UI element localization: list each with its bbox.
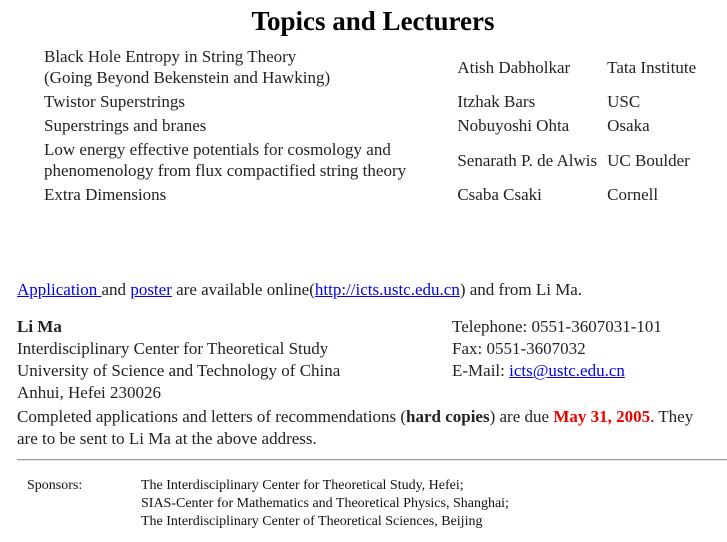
institution-cell: UC Boulder bbox=[607, 150, 690, 170]
topic-line: Extra Dimensions bbox=[44, 185, 167, 204]
sponsors-list bbox=[141, 477, 701, 531]
topic-line: (Going Beyond Bekenstein and Hawking) bbox=[44, 68, 331, 87]
divider bbox=[17, 459, 727, 461]
poster-link[interactable]: poster bbox=[130, 280, 172, 299]
application-link[interactable]: Application bbox=[17, 280, 102, 299]
deadline-middle: ) are due bbox=[489, 407, 550, 426]
table-row bbox=[42, 115, 727, 139]
contact-details bbox=[452, 316, 682, 382]
lecturer-cell: Itzhak Bars bbox=[457, 92, 536, 111]
institution-cell: Tata Institute bbox=[607, 57, 697, 77]
topic-line: Low energy effective potentials for cosmology and bbox=[44, 140, 391, 159]
deadline-date: May 31, 2005 bbox=[553, 407, 651, 426]
topic-line: Superstrings and branes bbox=[44, 116, 207, 135]
institution-cell: USC bbox=[607, 92, 641, 111]
sponsor-item: SIAS-Center for Mathematics and Theoretical Physics, Shanghai; bbox=[141, 496, 509, 511]
table-row bbox=[42, 91, 727, 115]
topic-line: Black Hole Entropy in String Theory bbox=[44, 47, 297, 66]
topic-line: phenomenology from flux compactified string theory bbox=[44, 161, 407, 180]
topic-cell bbox=[42, 115, 455, 139]
contact-address bbox=[17, 316, 340, 404]
sponsor-item: The Interdisciplinary Center of Theoretical Sciences, Beijing bbox=[141, 514, 483, 529]
topic-cell bbox=[42, 46, 455, 91]
topic-cell bbox=[42, 91, 455, 115]
hard-copies: hard copies bbox=[406, 407, 490, 426]
topic-cell bbox=[42, 139, 455, 184]
page-title: Topics and Lecturers bbox=[251, 6, 495, 36]
email-row bbox=[452, 360, 682, 382]
email-label: E-Mail: bbox=[452, 361, 505, 380]
address-line: Anhui, Hefei 230026 bbox=[17, 383, 162, 402]
table-row bbox=[42, 184, 727, 208]
available-text: are available online( bbox=[176, 280, 315, 299]
deadline-paragraph bbox=[17, 406, 707, 450]
topic-line: Twistor Superstrings bbox=[44, 92, 185, 111]
lecturer-cell: Csaba Csaki bbox=[457, 185, 542, 204]
deadline-before: Completed applications and letters of recommendations ( bbox=[17, 407, 406, 426]
lecturer-cell: Senarath P. de Alwis bbox=[457, 150, 598, 170]
table-row bbox=[42, 46, 727, 91]
sponsors-label: Sponsors: bbox=[27, 478, 83, 493]
address-line: Interdisciplinary Center for Theoretical Study bbox=[17, 339, 329, 358]
table-row bbox=[42, 139, 727, 184]
topic-cell bbox=[42, 184, 455, 208]
address-line: University of Science and Technology of China bbox=[17, 361, 341, 380]
lectures-table bbox=[42, 46, 727, 208]
lecturer-cell: Atish Dabholkar bbox=[457, 57, 571, 77]
contact-name: Li Ma bbox=[17, 317, 62, 336]
telephone: Telephone: 0551-3607031-101 bbox=[452, 317, 662, 336]
website-link[interactable]: http://icts.ustc.edu.cn bbox=[314, 280, 460, 299]
deadline-after: . They are to be sent to Li Ma at the above address. bbox=[17, 407, 694, 448]
institution-cell: Osaka bbox=[607, 116, 650, 135]
email-link[interactable]: icts@ustc.edu.cn bbox=[509, 361, 625, 380]
and-text: and bbox=[101, 280, 127, 299]
sponsor-item: The Interdisciplinary Center for Theoretical Study, Hefei; bbox=[141, 478, 464, 493]
availability-tail: ) and from Li Ma. bbox=[459, 280, 583, 299]
fax: Fax: 0551-3607032 bbox=[452, 339, 586, 358]
lecturer-cell: Nobuyoshi Ohta bbox=[457, 116, 570, 135]
availability-paragraph bbox=[17, 279, 582, 301]
institution-cell: Cornell bbox=[607, 185, 659, 204]
